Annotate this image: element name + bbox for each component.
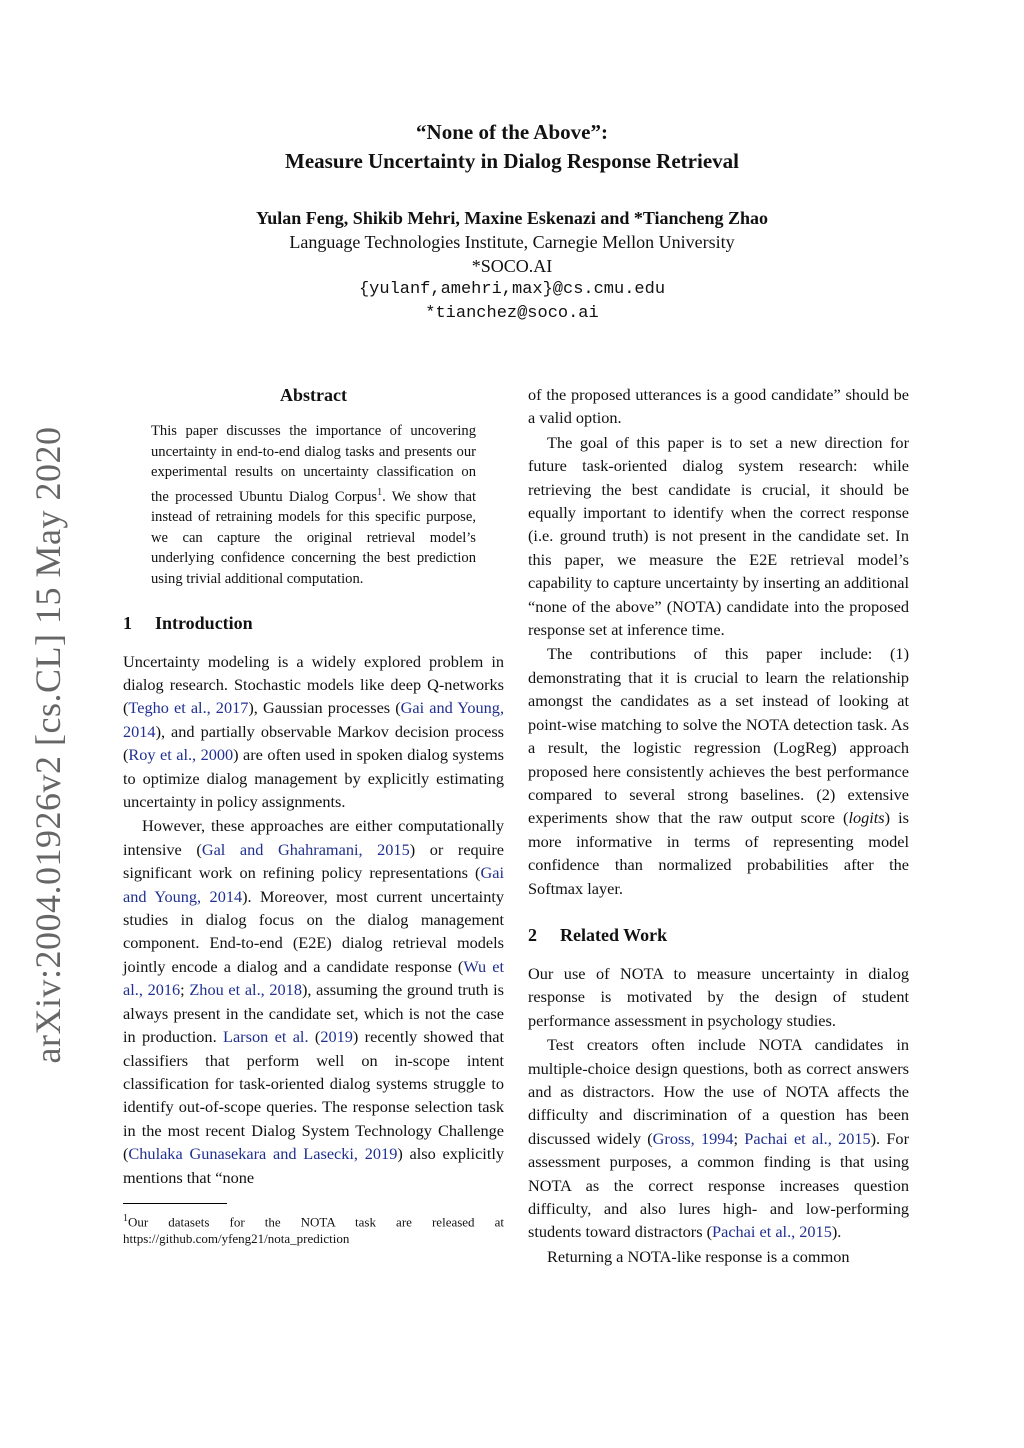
abstract-heading: Abstract — [280, 385, 347, 405]
related-paragraph-2: Test creators often include NOTA candidates in multiple-choice design questions, both as correct answers and as distractors. How the use of NOTA affects the difficulty and discrimination of a question has been discussed widely (Gross, 1994; Pachai et al., 2015). For assessment purposes, a common finding is that using NOTA as the correct response increases question difficulty, and also lures high- and low-performing students toward distractors (Pachai et al., 2015). — [528, 1035, 909, 1242]
intro-paragraph-2: However, these approaches are either computationally intensive (Gal and Ghahramani, 2015) or require significant work on refining policy representations (Gai and Young, 2014). Moreover, most current uncertainty studies in dialog focus on the dialog management component. End-to-end (E2E) dialog retrieval models jointly encode a dialog and a candidate response (Wu et al., 2016; Zhou et al., 2018), assuming the ground truth is always present in the candidate set, which is not the case in production. Larson et al. (2019) recently showed that classifiers that perform well on in-scope intent classification for task-oriented dialog systems struggle to identify out-of-scope queries. The response selection task in the most recent Dialog System Technology Challenge (Chulaka Gunasekara and Lasecki, 2019) also explicitly mentions that “none — [123, 816, 505, 1187]
email-cmu: {yulanf,amehri,max}@cs.cmu.edu — [358, 280, 666, 299]
author-names: Yulan Feng, Shikib Mehri, Maxine Eskenazi and *Tiancheng Zhao — [255, 208, 769, 228]
section-heading-introduction: 1 Introduction — [123, 612, 253, 633]
footnote-marker[interactable]: 1 — [377, 486, 383, 498]
paper-title — [0, 118, 1024, 176]
abstract-text: This paper discusses the importance of uncovering uncertainty in end-to-end dialog tasks and presents our experimental results on uncertainty classification on the processed Ubuntu Dialog Corpus$^1$. We show that instead of retraining models for this specific purpose, we can capture the original retrieval model’s underlying confidence concerning the best prediction using trivial additional computation. — [151, 423, 476, 588]
citation-link[interactable]: Gai and Young, 2014 — [123, 863, 504, 906]
arxiv-identifier: arXiv:2004.01926v2 [cs.CL] 15 May 2020 — [28, 426, 68, 1064]
citation-link[interactable]: Pachai et al., 2015 — [712, 1222, 832, 1242]
citation-link[interactable]: Gai and Young, 2014 — [123, 698, 505, 741]
citation-link[interactable]: Tegho et al., 2017 — [128, 698, 249, 718]
citation-link[interactable]: Pachai et al., 2015 — [744, 1128, 871, 1148]
citation-link[interactable]: Gross, 1994 — [652, 1128, 734, 1148]
email-soco: *tianchez@soco.ai — [425, 304, 599, 323]
right-column — [528, 383, 909, 1268]
footnote-divider — [123, 1203, 227, 1204]
citation-link[interactable]: Gal and Ghahramani, 2015 — [201, 839, 410, 859]
footnote: $^1$Our datasets for the NOTA task are released at https://github.com/yfeng21/nota_prediction — [123, 1212, 504, 1247]
related-paragraph-3: Returning a NOTA-like response is a common — [547, 1246, 850, 1266]
author-block — [0, 206, 1024, 326]
intro-paragraph-5: The contributions of this paper include: (1) demonstrating that it is crucial to learn the relationship amongst the candidates as a set instead of looking at point-wise matching to solve the NOTA detection task. As a result, the logistic regression (LogReg) approach proposed here consistently achieves the best performance compared to several strong baselines. (2) extensive experiments show that the raw output score (logits) is more informative in terms of representing model confidence than normalized probabilities after the Softmax layer. — [528, 644, 909, 898]
citation-link[interactable]: Wu et al., 2016 — [123, 956, 504, 1000]
intro-paragraph-4: The goal of this paper is to set a new direction for future task-oriented dialog system research: while retrieving the best candidate is crucial, it should be equally important to identify when the correct response (i.e. ground truth) is not present in the candidate set. In this paper, we measure the E2E retrieval model’s capability to capture uncertainty by inserting an additional “none of the above” (NOTA) candidate into the proposed response set at inference time. — [528, 432, 909, 640]
citation-link[interactable]: Roy et al., 2000 — [128, 745, 234, 765]
left-column — [123, 383, 504, 1247]
citation-link[interactable]: Zhou et al., 2018 — [189, 980, 302, 1000]
citation-link[interactable]: Chulaka Gunasekara and Lasecki, 2019 — [128, 1144, 398, 1164]
affiliation-soco: *SOCO.AI — [471, 256, 553, 276]
title-line-2: Measure Uncertainty in Dialog Response Retrieval — [285, 149, 739, 173]
title-line-1: “None of the Above”: — [416, 120, 608, 144]
citation-link[interactable]: 2019 — [320, 1027, 353, 1047]
intro-paragraph-3: of the proposed utterances is a good candidate” should be a valid option. — [528, 385, 909, 428]
related-paragraph-1: Our use of NOTA to measure uncertainty in dialog response is motivated by the design of student performance assessment in psychology studies. — [528, 963, 909, 1030]
affiliation-cmu: Language Technologies Institute, Carnegie Mellon University — [289, 232, 735, 252]
section-heading-related-work: 2 Related Work — [528, 924, 668, 945]
intro-paragraph-1: Uncertainty modeling is a widely explored problem in dialog research. Stochastic models like deep Q-networks (Tegho et al., 2017), Gaussian processes (Gai and Young, 2014), and partially observable Markov decision process (Roy et al., 2000) are often used in spoken dialog systems to optimize dialog management by explicitly estimating uncertainty in policy assignments. — [123, 651, 505, 812]
citation-link[interactable]: Larson et al. — [223, 1027, 309, 1047]
